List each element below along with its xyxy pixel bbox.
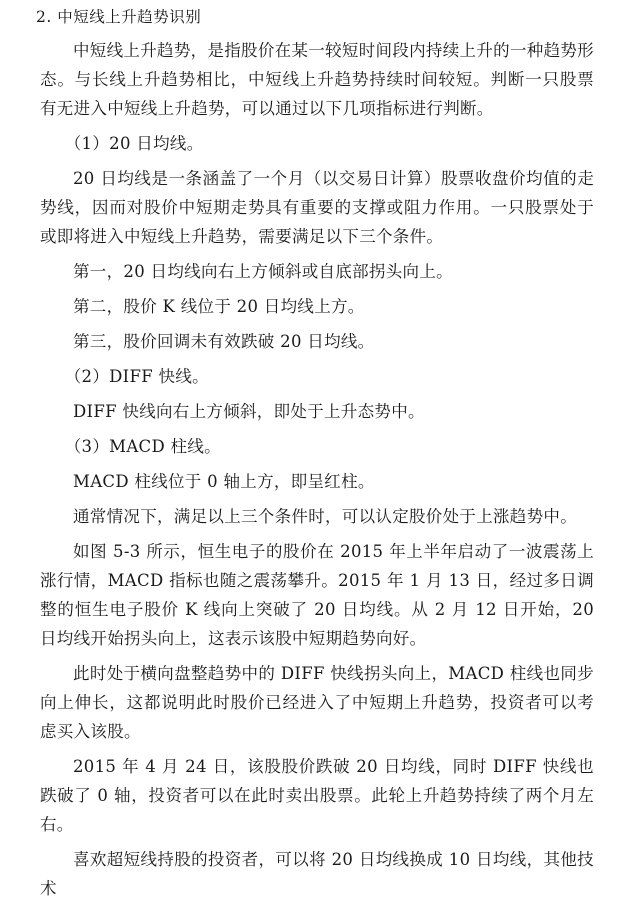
item2-text: DIFF 快线向右上方倾斜，即处于上升态势中。 — [73, 402, 425, 421]
item3-text: MACD 柱线位于 0 轴上方，即呈红柱。 — [73, 472, 375, 491]
example-paragraph-1: 如图 5-3 所示，恒生电子的股价在 2015 年上半年启动了一波震荡上涨行情，MACD 指标也随之震荡攀升。2015 年 1 月 13 日，经过多日调整的恒生电子股价 K 线向上突破了 20 日均线。从 2 月 12 日开始，20 日均线开始拐头向上，这表示该股中短期趋势向好。 — [40, 542, 594, 648]
condition-3: 第三，股价回调未有效跌破 20 日均线。 — [73, 332, 375, 351]
summary-paragraph: 通常情况下，满足以上三个条件时，可以认定股价处于上涨趋势中。 — [73, 507, 577, 526]
item3-title: （3）MACD 柱线。 — [64, 437, 221, 456]
item2-title: （2）DIFF 快线。 — [64, 367, 209, 386]
example-paragraph-2: 此时处于横向盘整趋势中的 DIFF 快线拐头向上，MACD 柱线也同步向上伸长，这都说明此时股价已经进入了中短期上升趋势，投资者可以考虑买入该股。 — [40, 664, 594, 741]
section-title: 2. 中短线上升趋势识别 — [36, 8, 202, 26]
condition-2: 第二，股价 K 线位于 20 日均线上方。 — [73, 297, 365, 316]
closing-paragraph: 喜欢超短线持股的投资者，可以将 20 日均线换成 10 日均线，其他技术 — [40, 850, 594, 898]
paragraph-intro: 中短线上升趋势，是指股价在某一较短时间段内持续上升的一种趋势形态。与长线上升趋势相比，中短线上升趋势持续时间较短。判断一只股票有无进入中短线上升趋势，可以通过以下几项指标进行判断。 — [40, 41, 594, 118]
example-paragraph-3: 2015 年 4 月 24 日，该股股价跌破 20 日均线，同时 DIFF 快线也跌破了 0 轴，投资者可以在此时卖出股票。此轮上升趋势持续了两个月左右。 — [40, 757, 594, 834]
item1-text: 20 日均线是一条涵盖了一个月（以交易日计算）股票收盘价均值的走势线，因而对股价中短期走势具有重要的支撑或阻力作用。一只股票处于或即将进入中短线上升趋势，需要满足以下三个条件。 — [40, 169, 594, 246]
condition-1: 第一，20 日均线向右上方倾斜或自底部拐头向上。 — [73, 262, 453, 281]
item1-title: （1）20 日均线。 — [64, 134, 204, 153]
